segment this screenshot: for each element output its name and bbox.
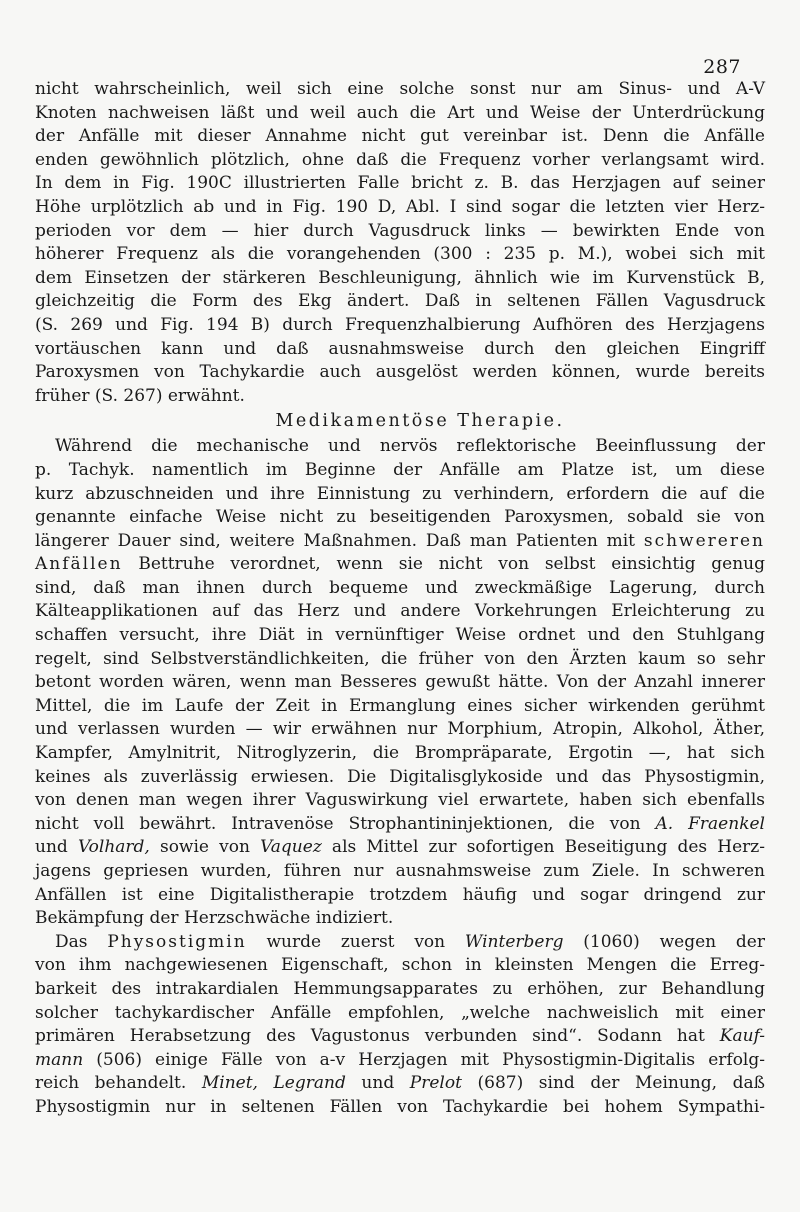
text-segment: als Mittel zur sofortigen Beseitigung des Herz-	[321, 837, 765, 858]
text-segment: (687) sind der Meinung, daß	[461, 1073, 765, 1094]
text-line	[35, 1025, 765, 1049]
text-segment: jagens gepriesen wurden, führen nur ausnahmsweise zum Ziele. In schweren	[35, 861, 765, 881]
text-segment: und	[35, 837, 78, 858]
section-heading: Medikamentöse Therapie.	[275, 411, 565, 432]
italic-name: mann	[35, 1049, 84, 1070]
text-line	[35, 766, 765, 790]
text-segment: Mittel, die im Laufe der Zeit in Ermanglung eines sicher wirkenden gerühmt	[35, 695, 765, 716]
text-segment: reich behandelt.	[35, 1073, 202, 1094]
text-line: höherer Frequenz als die vorangehenden (300 : 235 p. M.), wobei sich mit	[35, 244, 765, 265]
text-segment: sind, daß man ihnen durch bequeme und zweckmäßige Lagerung, durch	[35, 577, 765, 598]
page-number: 287	[703, 56, 741, 78]
text-line	[35, 459, 765, 483]
text-segment: und verlassen wurden — wir erwähnen nur Morphium, Atropin, Alkohol, Äther,	[35, 719, 765, 740]
text-segment: nicht voll bewährt. Intravenöse Strophantininjektionen, die von	[35, 813, 656, 834]
text-segment: Kampfer, Amylnitrit, Nitroglyzerin, die Brompräparate, Ergotin —, hat sich	[35, 743, 765, 764]
text-line: früher (S. 267) erwähnt.	[35, 385, 245, 406]
text-segment: von denen man wegen ihrer Vaguswirkung viel erwartete, haben sich ebenfalls	[35, 790, 765, 811]
paragraph-2	[35, 435, 765, 930]
text-segment: barkeit des intrakardialen Hemmungsapparates zu erhöhen, zur Behandlung	[35, 978, 765, 999]
text-line: vortäuschen kann und daß ausnahmsweise durch den gleichen Eingriff	[35, 338, 765, 359]
text-line	[35, 530, 765, 554]
text-segment: (506) einige Fälle von a-v Herzjagen mit Physostigmin-Digitalis erfolg-	[83, 1049, 765, 1070]
text-line	[35, 1096, 765, 1120]
emphasized-word: schwereren	[643, 530, 765, 551]
text-line: In dem in Fig. 190C illustrierten Falle bricht z. B. das Herzjagen auf seiner	[35, 173, 765, 194]
text-line	[35, 813, 765, 837]
text-line: Höhe urplötzlich ab und in Fig. 190 D, Abl. I sind sogar die letzten vier Herz-	[35, 196, 765, 217]
text-segment: schaffen versucht, ihre Diät in vernünftiger Weise ordnet und den Stuhlgang	[35, 625, 765, 646]
text-segment: primären Herabsetzung des Vagustonus verbunden sind“. Sodann hat	[35, 1026, 720, 1047]
text-segment: Bekämpfung der Herzschwäche indiziert.	[35, 908, 394, 929]
text-segment: Bettruhe verordnet, wenn sie nicht von selbst einsichtig genug	[122, 554, 765, 575]
text-line	[35, 648, 765, 672]
text-segment: Das	[55, 931, 108, 952]
text-line	[35, 553, 765, 577]
body-text	[35, 78, 765, 1120]
text-line	[35, 860, 765, 884]
paragraph-1	[35, 78, 765, 408]
text-line: Knoten nachweisen läßt und weil auch die Art und Weise der Unterdrückung	[35, 102, 765, 123]
text-line	[35, 836, 765, 860]
text-segment: regelt, sind Selbstverständlichkeiten, die früher von den Ärzten kaum so sehr	[35, 648, 765, 669]
text-segment: solcher tachykardischer Anfälle empfohlen, „welche nachweislich mit einer	[35, 1002, 765, 1023]
italic-name: Prelot	[409, 1073, 462, 1094]
text-line	[35, 978, 765, 1002]
italic-name: Winterberg	[464, 931, 564, 952]
text-segment: p. Tachyk. namentlich im Beginne der Anfälle am Platze ist, um diese	[35, 459, 765, 480]
italic-name: Volhard,	[77, 837, 150, 858]
text-segment: genannte einfache Weise nicht zu beseitigenden Paroxysmen, sobald sie von	[35, 507, 765, 528]
text-segment: von ihm nachgewiesenen Eigenschaft, schon in kleinsten Mengen die Erreg-	[35, 955, 765, 976]
text-line	[35, 1002, 765, 1026]
italic-name: A. Fraenkel	[655, 813, 765, 834]
text-line	[35, 789, 765, 813]
text-line	[35, 695, 765, 719]
emphasized-word: Physostigmin	[107, 931, 247, 952]
text-segment: kurz abzuschneiden und ihre Einnistung zu verhindern, erfordern die auf die	[35, 483, 765, 504]
text-segment: wurde zuerst von	[246, 931, 465, 952]
text-line: nicht wahrscheinlich, weil sich eine solche sonst nur am Sinus- und A-V	[35, 79, 765, 99]
text-segment: (1060) wegen der	[563, 931, 765, 952]
text-segment: betont worden wären, wenn man Besseres gewußt hätte. Von der Anzahl innerer	[35, 672, 765, 693]
text-line	[35, 1072, 765, 1096]
text-line	[35, 742, 765, 766]
text-segment: sowie von	[149, 837, 261, 858]
text-line	[35, 718, 765, 742]
text-segment: keines als zuverlässig erwiesen. Die Digitalisglykoside und das Physostigmin,	[35, 766, 765, 787]
text-line	[35, 600, 765, 624]
text-line	[35, 435, 765, 459]
text-line	[35, 907, 765, 931]
text-segment: längerer Dauer sind, weitere Maßnahmen. Daß man Patienten mit	[35, 530, 644, 551]
text-line	[35, 954, 765, 978]
text-line: (S. 269 und Fig. 194 B) durch Frequenzhalbierung Aufhören des Herzjagens	[35, 314, 765, 335]
text-line	[35, 1049, 765, 1073]
text-line: perioden vor dem — hier durch Vagusdruck links — bewirkten Ende von	[35, 220, 765, 241]
text-line	[35, 624, 765, 648]
text-line: dem Einsetzen der stärkeren Beschleunigung, ähnlich wie im Kurvenstück B,	[35, 267, 765, 288]
text-line	[35, 577, 765, 601]
emphasized-word: Anfällen	[35, 554, 123, 575]
text-line: Paroxysmen von Tachykardie auch ausgelöst werden können, wurde bereits	[35, 362, 765, 383]
text-line	[35, 483, 765, 507]
text-line	[35, 671, 765, 695]
text-segment: Kälteapplikationen auf das Herz und andere Vorkehrungen Erleichterung zu	[35, 601, 765, 622]
italic-name: Minet, Legrand	[201, 1073, 346, 1094]
text-segment: Physostigmin nur in seltenen Fällen von Tachykardie bei hohem Sympathi-	[35, 1096, 765, 1117]
italic-name: Kauf-	[719, 1026, 765, 1047]
text-line: enden gewöhnlich plötzlich, ohne daß die Frequenz vorher verlangsamt wird.	[35, 149, 765, 170]
text-line: gleichzeitig die Form des Ekg ändert. Daß in seltenen Fällen Vagusdruck	[35, 291, 765, 312]
text-line: der Anfälle mit dieser Annahme nicht gut vereinbar ist. Denn die Anfälle	[35, 126, 765, 147]
text-segment: und	[345, 1073, 410, 1094]
text-line	[35, 506, 765, 530]
text-segment: Anfällen ist eine Digitalistherapie trotzdem häufig und sogar dringend zur	[35, 884, 765, 905]
paragraph-3	[35, 931, 765, 1120]
text-segment: Während die mechanische und nervös reflektorische Beeinflussung der	[55, 436, 765, 457]
text-line	[35, 884, 765, 908]
italic-name: Vaquez	[260, 837, 322, 858]
text-line	[35, 931, 765, 955]
